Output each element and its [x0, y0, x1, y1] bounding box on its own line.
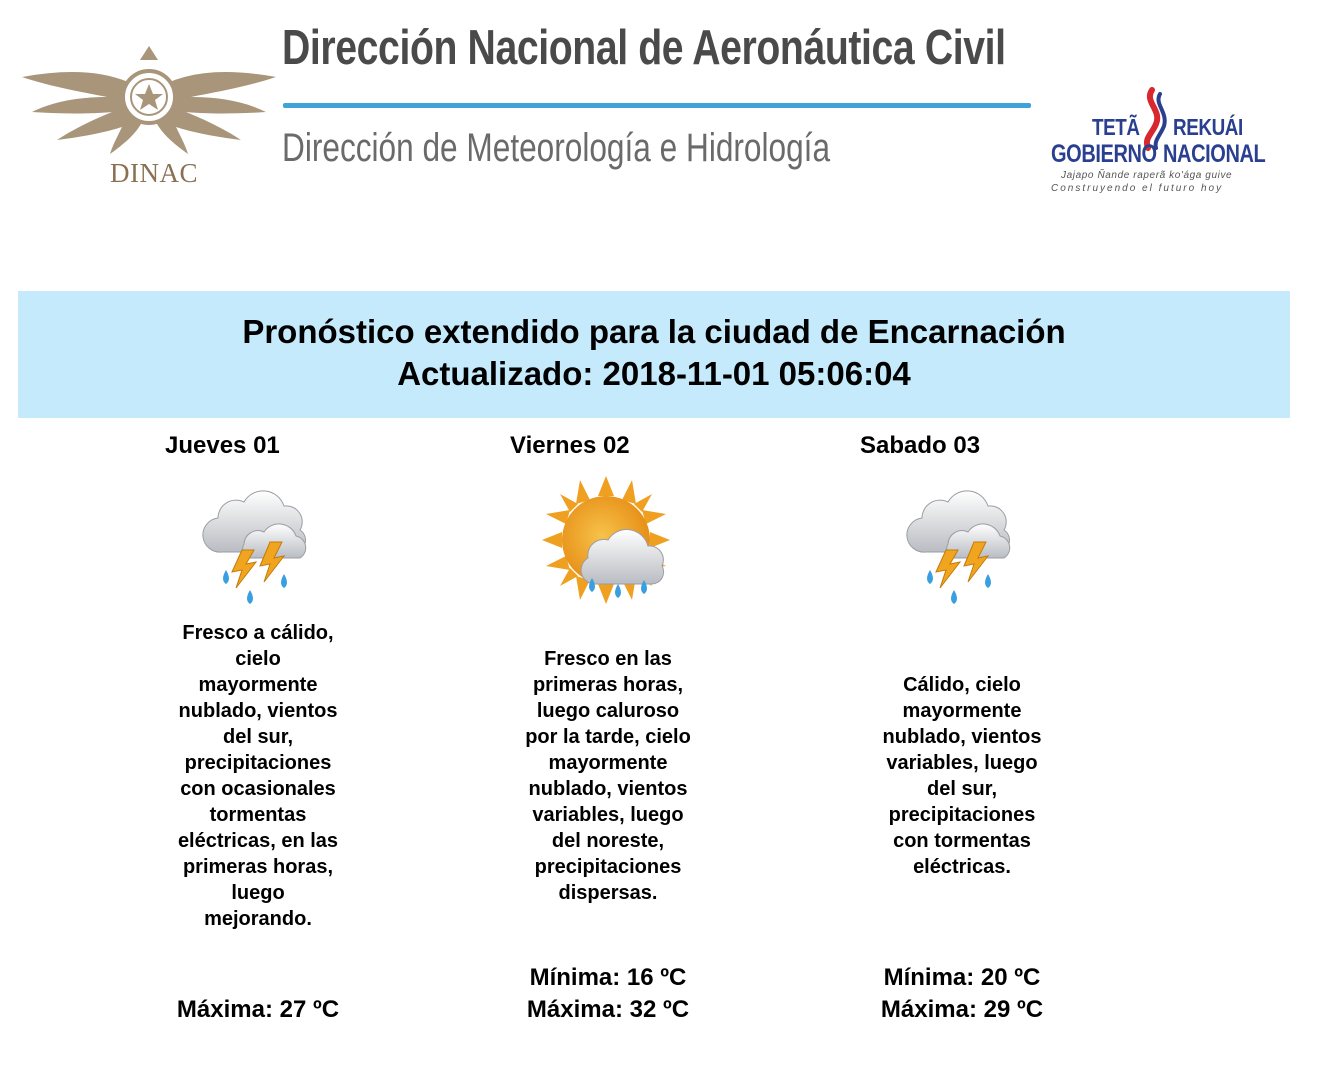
forecast-description: [138, 620, 378, 932]
min-temp: Mínima: 20 ºC: [883, 964, 1041, 991]
temperatures: [138, 962, 378, 1026]
forecast-description: [488, 646, 728, 906]
gov-motto-spanish: Construyendo el futuro hoy: [1051, 183, 1224, 194]
description-line: mayormente: [198, 674, 318, 696]
description-line: por la tarde, cielo: [525, 726, 691, 748]
forecast-title: Pronóstico extendido para la ciudad de Encarnación: [242, 313, 1066, 350]
gov-motto-guarani: Jajapo Ñande raperã ko'ága guive: [1061, 170, 1233, 181]
description-line: luego: [231, 882, 285, 904]
description-line: nublado, vientos: [178, 700, 338, 722]
gov-logo-gobierno: GOBIERNO: [1051, 140, 1157, 168]
temperatures: [842, 962, 1082, 1026]
sun-cloud-rain-icon: [540, 474, 680, 614]
description-line: mayormente: [902, 700, 1022, 722]
description-line: eléctricas, en las: [177, 830, 339, 852]
day-name: Viernes 02: [510, 432, 630, 459]
description-line: Fresco a cálido,: [182, 622, 334, 644]
description-line: del noreste,: [551, 830, 665, 852]
description-line: con ocasionales: [180, 778, 336, 800]
day-name: Sabado 03: [860, 432, 981, 459]
description-line: precipitaciones: [184, 752, 332, 774]
dinac-logo-text: DINAC: [110, 158, 198, 188]
forecast-day-1: [138, 430, 398, 1050]
description-line: mayormente: [548, 752, 668, 774]
description-line: del sur,: [926, 778, 998, 800]
description-line: con tormentas: [893, 830, 1031, 852]
forecast-description: [842, 672, 1082, 880]
gov-logo-rekuai: REKUÁI: [1173, 114, 1243, 140]
description-line: precipitaciones: [534, 856, 682, 878]
description-line: Fresco en las: [544, 648, 672, 670]
max-temp: Máxima: 32 ºC: [526, 996, 690, 1023]
page-header: [0, 0, 1317, 230]
max-temp: Máxima: 27 ºC: [176, 996, 340, 1023]
org-title: Dirección Nacional de Aeronáutica Civil: [282, 21, 1006, 75]
min-temp: Mínima: 16 ºC: [529, 964, 687, 991]
temperatures: [488, 962, 728, 1026]
description-line: precipitaciones: [888, 804, 1036, 826]
min-temp: [138, 962, 378, 994]
description-line: primeras horas,: [182, 856, 334, 878]
description-line: primeras horas,: [532, 674, 684, 696]
description-line: luego caluroso: [536, 700, 680, 722]
description-line: mejorando.: [204, 908, 312, 930]
forecast-banner: [18, 291, 1290, 418]
org-subtitle: Dirección de Meteorología e Hidrología: [282, 126, 831, 170]
gov-logo-nacional: NACIONAL: [1163, 140, 1266, 168]
forecast-day-2: [488, 430, 748, 1050]
forecast-updated: Actualizado: 2018-11-01 05:06:04: [397, 355, 911, 392]
description-line: tormentas: [209, 804, 307, 826]
gov-logo-teta: TETÃ: [1092, 114, 1140, 140]
cloud-storm-rain-icon: [198, 476, 338, 616]
header-divider: [283, 103, 1031, 108]
description-line: cielo: [235, 648, 281, 670]
description-line: variables, luego: [532, 804, 684, 826]
description-line: Cálido, cielo: [903, 674, 1021, 696]
max-temp: Máxima: 29 ºC: [880, 996, 1044, 1023]
description-line: dispersas.: [558, 882, 658, 904]
description-line: eléctricas.: [913, 856, 1011, 878]
description-line: nublado, vientos: [528, 778, 688, 800]
description-line: nublado, vientos: [882, 726, 1042, 748]
description-line: del sur,: [222, 726, 294, 748]
day-name: Jueves 01: [165, 432, 280, 459]
description-line: variables, luego: [886, 752, 1038, 774]
forecast-day-3: [842, 430, 1102, 1050]
cloud-storm-rain-icon: [902, 476, 1042, 616]
